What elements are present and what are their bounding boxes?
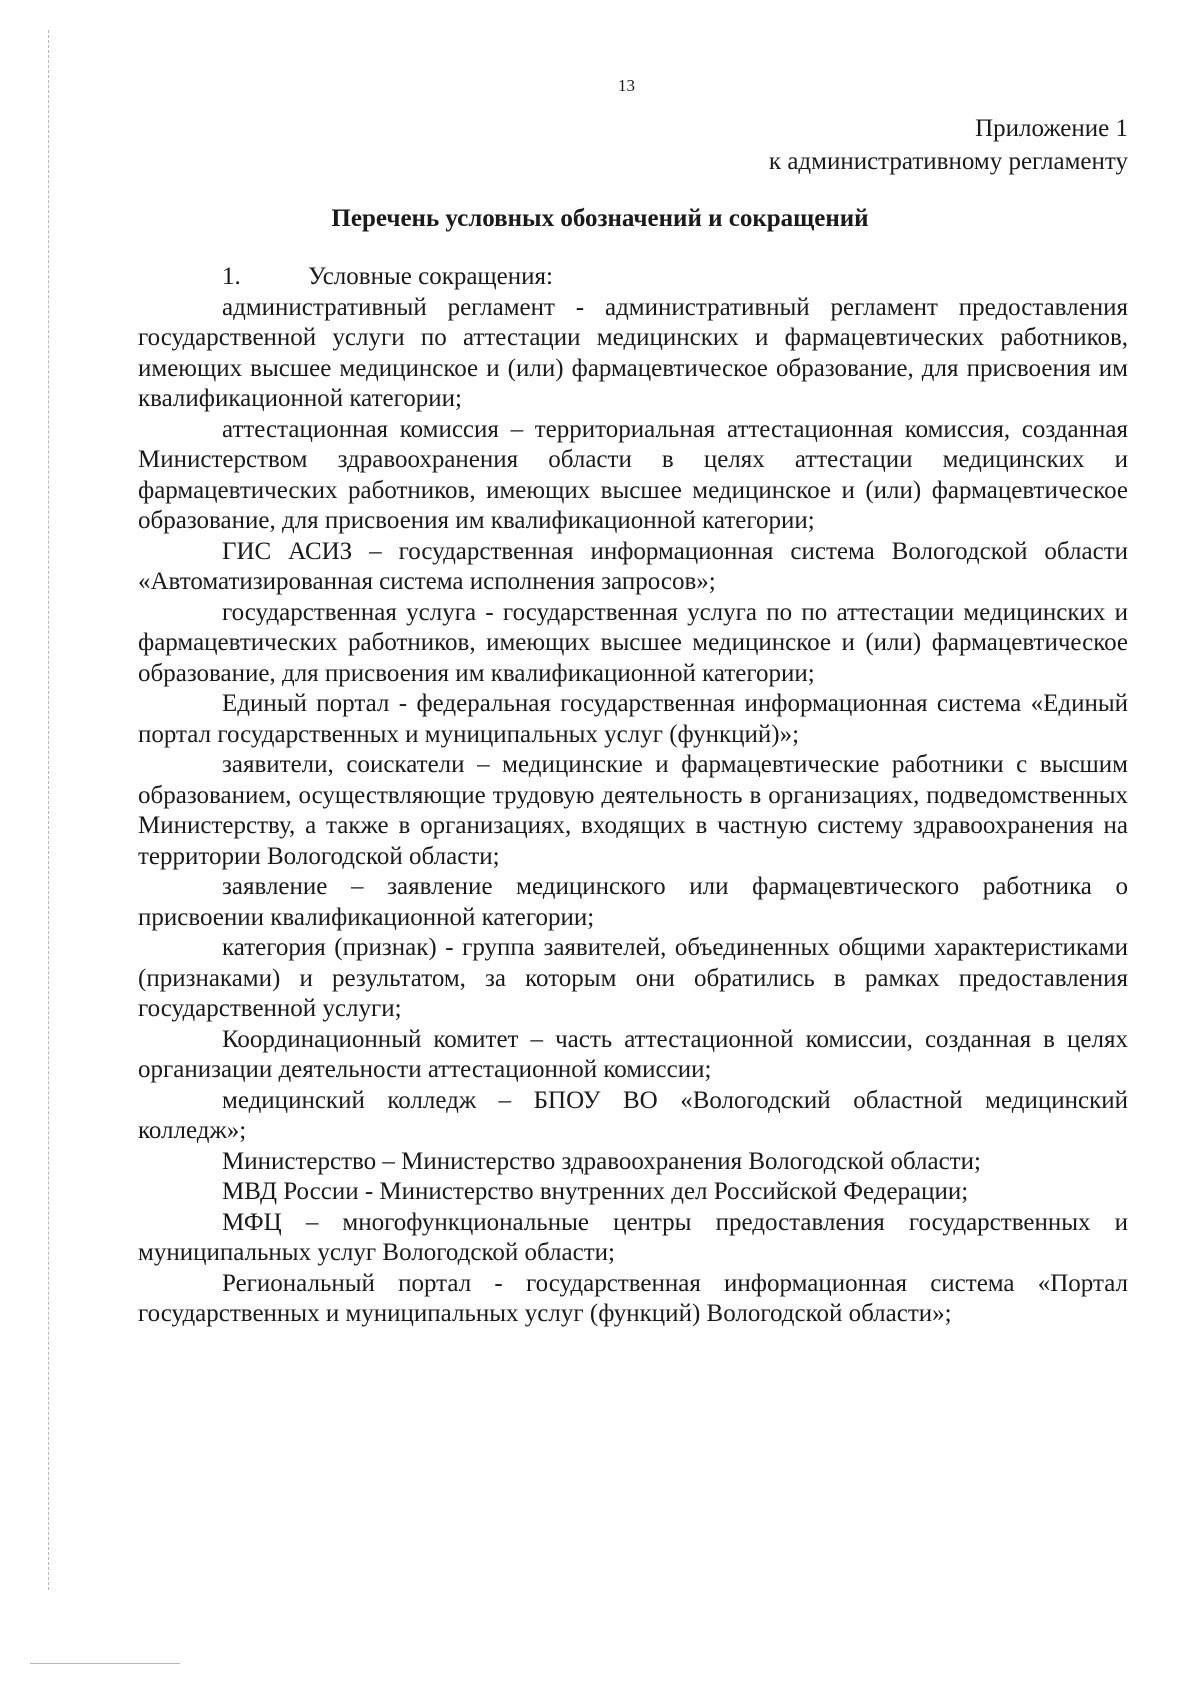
abbreviation-entry: заявление – заявление медицинского или фармацевтического работника о присвоении квалификационной категории; (138, 873, 1128, 931)
abbreviation-entry: административный регламент - административный регламент предоставления государственной услуги по аттестации медицинских и фармацевтических работников, имеющих высшее медицинское и (или) фармацевтическое образование, для присвоения им квалификационной категории; (138, 293, 1128, 412)
appendix-reference (769, 112, 1128, 178)
section-heading-text: Условные сокращения: (308, 263, 553, 290)
abbreviation-entry: Координационный комитет – часть аттестационной комиссии, созданная в целях организации деятельности аттестационной комиссии; (138, 1025, 1128, 1083)
abbreviation-entry: заявители, соискатели – медицинские и фармацевтические работники с высшим образованием, осуществляющие трудовую деятельность в организациях, подведомственных Министерству, а также в организациях, входящих в частную систему здравоохранения на территории Вологодской области; (138, 751, 1128, 870)
page-number: 13 (618, 76, 635, 95)
document-title: Перечень условных обозначений и сокращений (331, 205, 869, 232)
abbreviation-entry: МВД России - Министерство внутренних дел Российской Федерации; (222, 1178, 969, 1205)
section-heading (138, 262, 1128, 293)
abbreviations-list (138, 262, 1128, 1330)
appendix-line-1: Приложение 1 (975, 115, 1128, 142)
abbreviation-entry: медицинский колледж – БПОУ ВО «Вологодский областной медицинский колледж»; (138, 1086, 1128, 1144)
abbreviation-entry: Региональный портал - государственная информационная система «Портал государственных и муниципальных услуг (функций) Вологодской области»; (138, 1269, 1128, 1327)
scan-footer-line (30, 1663, 180, 1664)
abbreviation-entry: категория (признак) - группа заявителей, объединенных общими характеристиками (признаками) и результатом, за которым они обратились в рамках предоставления государственной услуги; (138, 934, 1128, 1022)
scan-margin-line (48, 30, 49, 1590)
abbreviation-entry: ГИС АСИЗ – государственная информационная система Вологодской области «Автоматизированная система исполнения запросов»; (138, 537, 1128, 595)
abbreviation-entry: Министерство – Министерство здравоохранения Вологодской области; (222, 1147, 981, 1175)
abbreviation-entry: Единый портал - федеральная государственная информационная система «Единый портал государственных и муниципальных услуг (функций)»; (138, 690, 1128, 748)
abbreviation-entry: МФЦ – многофункциональные центры предоставления государственных и муниципальных услуг Вологодской области; (138, 1208, 1128, 1266)
abbreviation-entry: аттестационная комиссия – территориальная аттестационная комиссия, созданная Министерством здравоохранения области в целях аттестации медицинских и фармацевтических работников, имеющих высшее медицинское и (или) фармацевтическое образование, для присвоения им квалификационной категории; (138, 415, 1128, 534)
section-number: 1. (222, 263, 241, 290)
abbreviation-entry: государственная услуга - государственная услуга по по аттестации медицинских и фармацевтических работников, имеющих высшее медицинское и (или) фармацевтическое образование, для присвоения им квалификационной категории; (138, 598, 1128, 687)
appendix-line-2: к административному регламенту (768, 148, 1128, 175)
